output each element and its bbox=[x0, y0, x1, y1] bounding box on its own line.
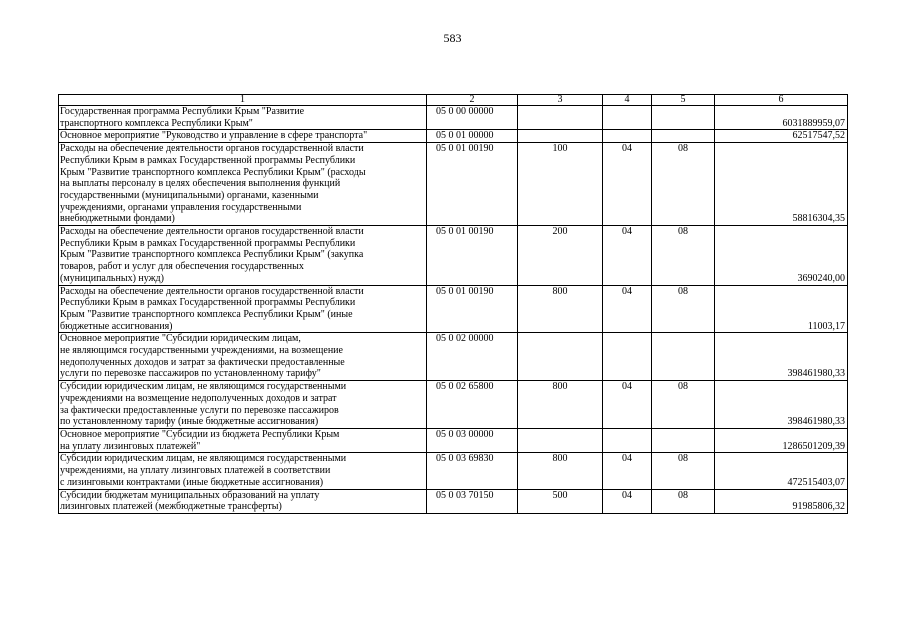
budget-table bbox=[58, 94, 848, 514]
table-row bbox=[59, 143, 848, 226]
column-header-4: 4 bbox=[603, 95, 652, 106]
row-subsection: 08 bbox=[652, 226, 715, 286]
row-section: 04 bbox=[603, 285, 652, 333]
row-name: Основное мероприятие "Руководство и управление в сфере транспорта" bbox=[59, 130, 427, 143]
column-header-2: 2 bbox=[427, 95, 518, 106]
row-name: Государственная программа Республики Крым "Развитие транспортного комплекса Республики Крым" bbox=[59, 106, 427, 130]
row-name: Расходы на обеспечение деятельности органов государственной власти Республики Крым в рамках Государственной программы Республики Крым "Развитие транспортного комплекса Республики Крым" (иные бюджетные ассигнования) bbox=[59, 285, 427, 333]
row-code: 05 0 01 00000 bbox=[427, 130, 518, 143]
row-amount: 472515403,07 bbox=[715, 453, 848, 489]
table-header-row bbox=[59, 95, 848, 106]
row-amount: 1286501209,39 bbox=[715, 428, 848, 452]
row-section: 04 bbox=[603, 381, 652, 429]
row-subsection: 08 bbox=[652, 381, 715, 429]
row-code: 05 0 03 00000 bbox=[427, 428, 518, 452]
row-amount: 398461980,33 bbox=[715, 381, 848, 429]
row-subsection bbox=[652, 333, 715, 381]
row-subsection bbox=[652, 130, 715, 143]
row-amount: 3690240,00 bbox=[715, 226, 848, 286]
table-row bbox=[59, 381, 848, 429]
row-name: Основное мероприятие "Субсидии юридическим лицам, не являющимся государственными учреждениями, на возмещение недополученных доходов и затрат за фактически предоставленные услуги по перевозке пассажиров по установленному тарифу" bbox=[59, 333, 427, 381]
row-expense-type: 200 bbox=[518, 226, 603, 286]
row-section: 04 bbox=[603, 489, 652, 513]
row-section bbox=[603, 428, 652, 452]
row-code: 05 0 03 69830 bbox=[427, 453, 518, 489]
row-section: 04 bbox=[603, 226, 652, 286]
row-section: 04 bbox=[603, 143, 652, 226]
row-expense-type bbox=[518, 428, 603, 452]
row-subsection bbox=[652, 106, 715, 130]
row-expense-type bbox=[518, 106, 603, 130]
row-subsection: 08 bbox=[652, 285, 715, 333]
row-code: 05 0 02 65800 bbox=[427, 381, 518, 429]
row-expense-type: 500 bbox=[518, 489, 603, 513]
row-expense-type: 100 bbox=[518, 143, 603, 226]
row-amount: 11003,17 bbox=[715, 285, 848, 333]
row-amount: 58816304,35 bbox=[715, 143, 848, 226]
table-row bbox=[59, 130, 848, 143]
row-code: 05 0 01 00190 bbox=[427, 285, 518, 333]
table-row bbox=[59, 226, 848, 286]
table-row bbox=[59, 489, 848, 513]
table-row bbox=[59, 428, 848, 452]
row-section bbox=[603, 130, 652, 143]
row-subsection: 08 bbox=[652, 143, 715, 226]
table-row bbox=[59, 106, 848, 130]
row-amount: 6031889959,07 bbox=[715, 106, 848, 130]
row-expense-type: 800 bbox=[518, 453, 603, 489]
row-code: 05 0 02 00000 bbox=[427, 333, 518, 381]
row-expense-type bbox=[518, 130, 603, 143]
page-number: 583 bbox=[443, 31, 462, 45]
column-header-1: 1 bbox=[59, 95, 427, 106]
row-expense-type bbox=[518, 333, 603, 381]
row-section bbox=[603, 106, 652, 130]
column-header-3: 3 bbox=[518, 95, 603, 106]
row-subsection: 08 bbox=[652, 489, 715, 513]
row-subsection bbox=[652, 428, 715, 452]
row-subsection: 08 bbox=[652, 453, 715, 489]
row-expense-type: 800 bbox=[518, 381, 603, 429]
row-name: Расходы на обеспечение деятельности органов государственной власти Республики Крым в рамках Государственной программы Республики Крым "Развитие транспортного комплекса Республики Крым" (расходы на выплаты персоналу в целях обеспечения выполнения функций государственными (муниципальными) органами, казенными учреждениями, органами управления государственными внебюджетными фондами) bbox=[59, 143, 427, 226]
table-row bbox=[59, 333, 848, 381]
row-code: 05 0 00 00000 bbox=[427, 106, 518, 130]
row-amount: 398461980,33 bbox=[715, 333, 848, 381]
column-header-5: 5 bbox=[652, 95, 715, 106]
row-amount: 91985806,32 bbox=[715, 489, 848, 513]
row-code: 05 0 03 70150 bbox=[427, 489, 518, 513]
column-header-6: 6 bbox=[715, 95, 848, 106]
row-code: 05 0 01 00190 bbox=[427, 143, 518, 226]
row-code: 05 0 01 00190 bbox=[427, 226, 518, 286]
table-row bbox=[59, 285, 848, 333]
row-section bbox=[603, 333, 652, 381]
row-amount: 62517547,52 bbox=[715, 130, 848, 143]
row-name: Субсидии бюджетам муниципальных образований на уплату лизинговых платежей (межбюджетные трансферты) bbox=[59, 489, 427, 513]
row-name: Основное мероприятие "Субсидии из бюджета Республики Крым на уплату лизинговых платежей" bbox=[59, 428, 427, 452]
row-name: Субсидии юридическим лицам, не являющимся государственными учреждениями, на уплату лизинговых платежей в соответствии с лизинговыми контрактами (иные бюджетные ассигнования) bbox=[59, 453, 427, 489]
table-row bbox=[59, 453, 848, 489]
row-name: Субсидии юридическим лицам, не являющимся государственными учреждениями на возмещение недополученных доходов и затрат за фактически предоставленные услуги по перевозке пассажиров по установленному тарифу (иные бюджетные ассигнования) bbox=[59, 381, 427, 429]
row-section: 04 bbox=[603, 453, 652, 489]
row-name: Расходы на обеспечение деятельности органов государственной власти Республики Крым в рамках Государственной программы Республики Крым "Развитие транспортного комплекса Республики Крым" (закупка товаров, работ и услуг для обеспечения государственных (муниципальных) нужд) bbox=[59, 226, 427, 286]
row-expense-type: 800 bbox=[518, 285, 603, 333]
